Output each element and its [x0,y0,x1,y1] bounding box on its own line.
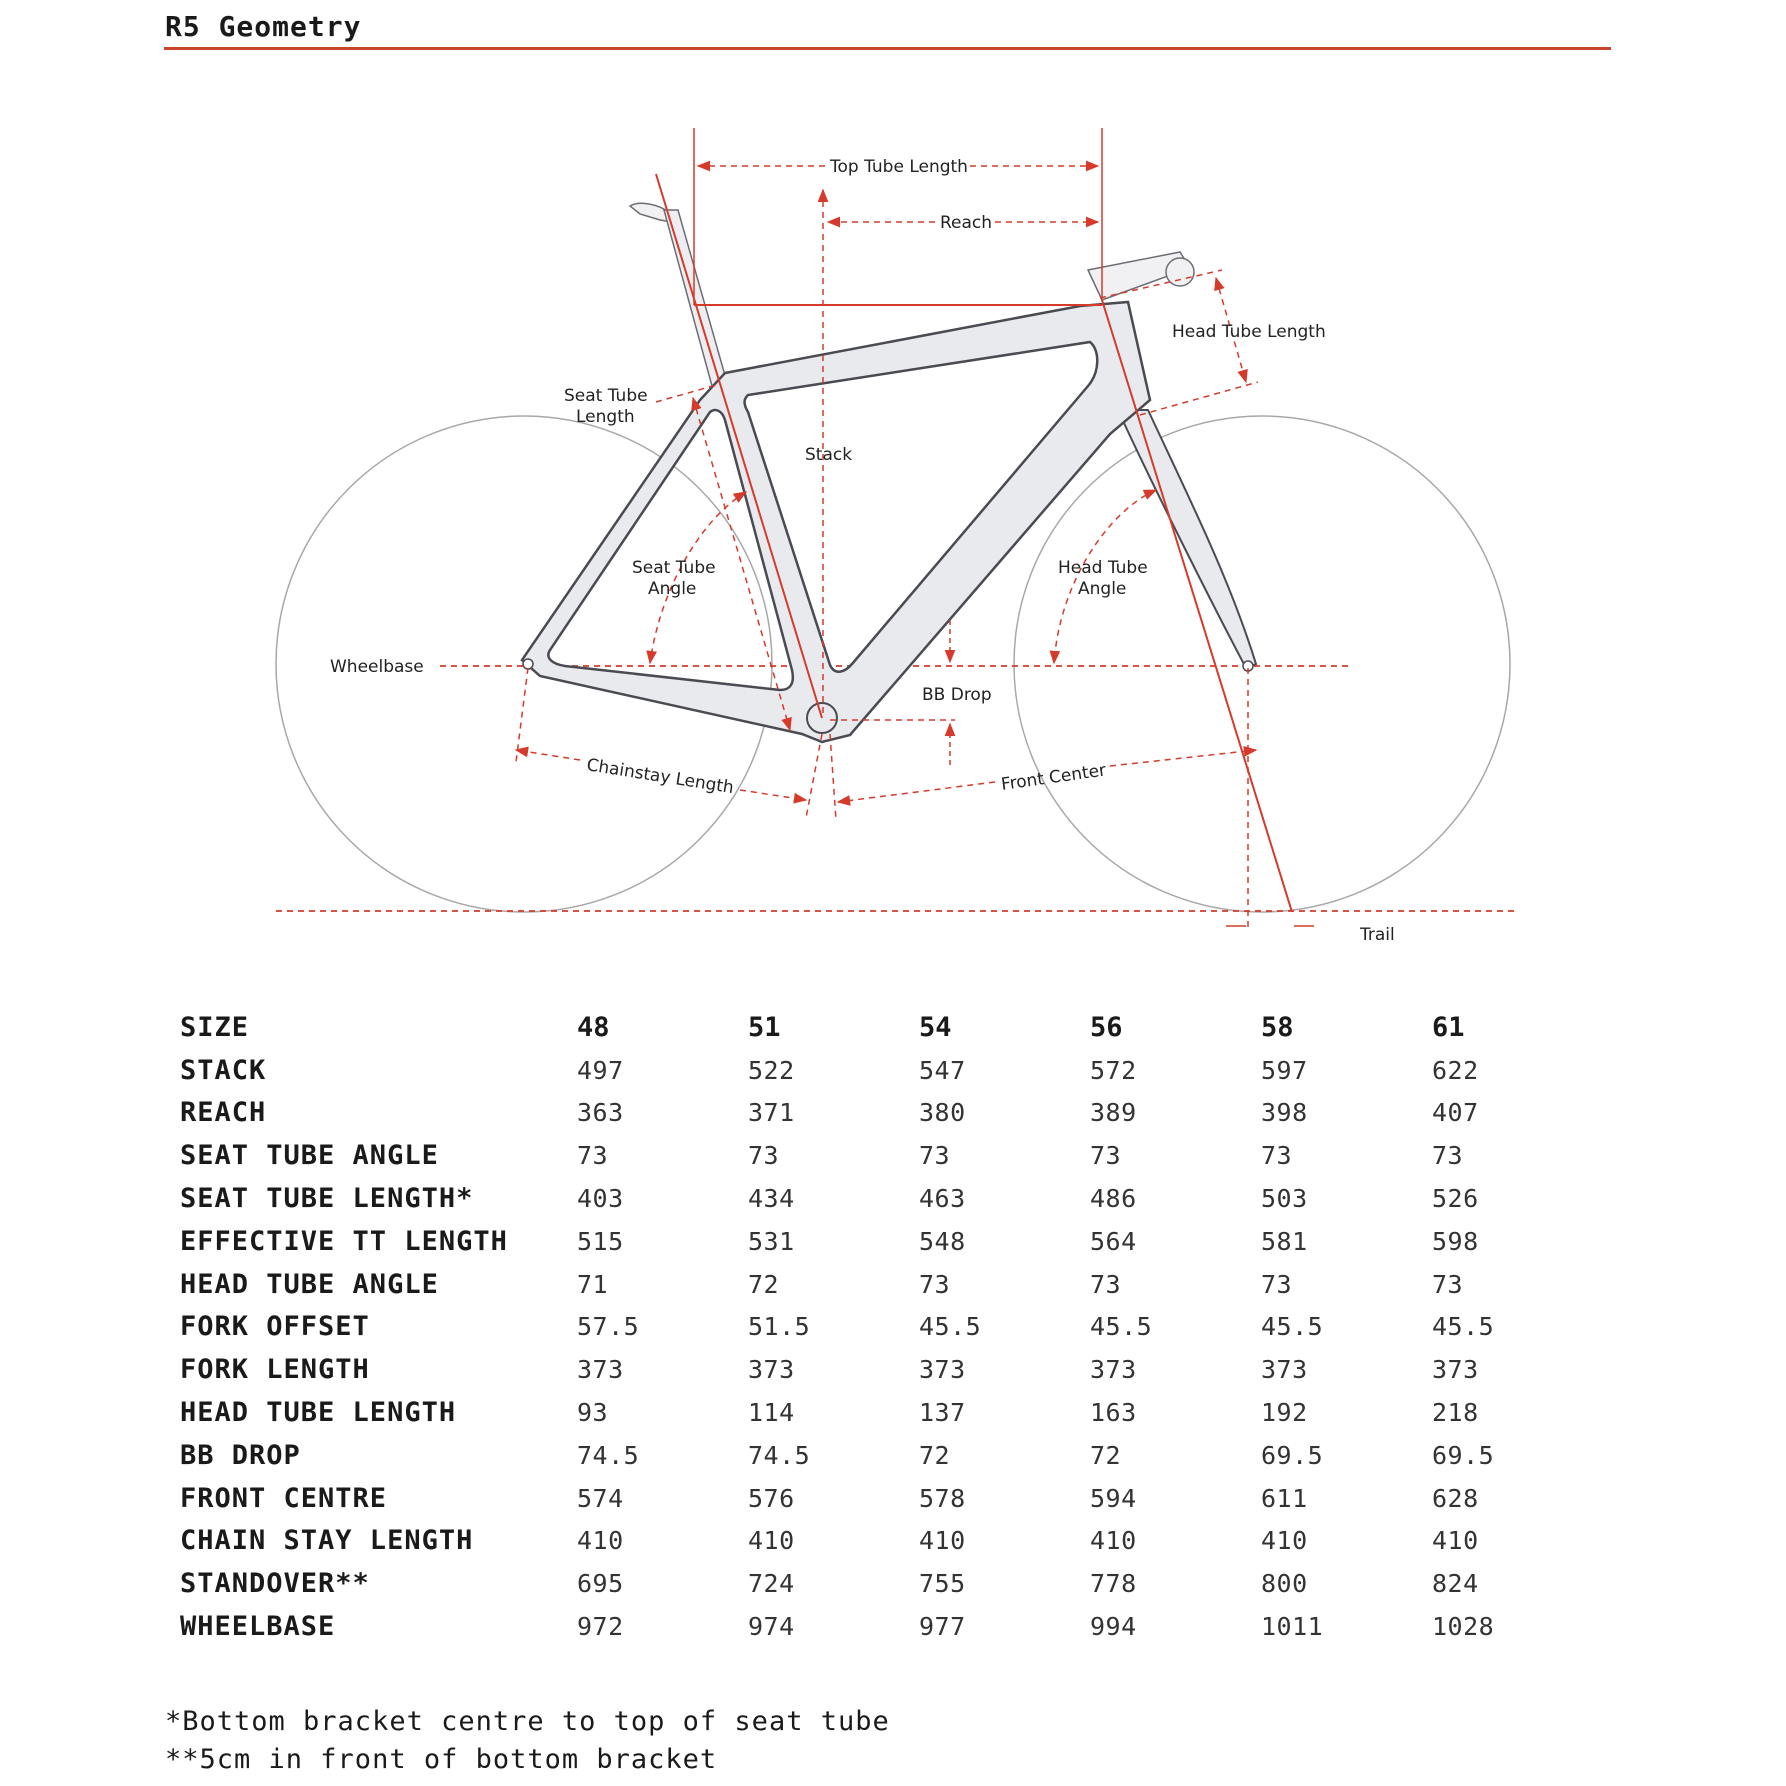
cell-value: 515 [577,1226,624,1256]
table-row [180,1306,1603,1349]
label-seat-tube-length-1: Seat Tube [564,386,648,406]
cell-value: 51.5 [748,1312,811,1342]
cell-value: 373 [748,1355,795,1385]
cell-value: 73 [1261,1141,1293,1171]
handlebar-clamp [1166,258,1194,286]
size-col-54: 54 [919,1011,952,1043]
cell-value: 380 [919,1098,966,1128]
cell-value: 994 [1090,1612,1137,1642]
label-chainstay-length: Chainstay Length [585,755,736,799]
row-label: HEAD TUBE ANGLE [180,1268,439,1300]
cell-value: 597 [1261,1055,1308,1085]
fork [1118,410,1256,668]
cell-value: 410 [748,1526,795,1556]
label-trail: Trail [1360,925,1395,945]
table-row [180,1092,1603,1135]
cell-value: 503 [1261,1184,1308,1214]
table-row [180,1477,1603,1520]
size-col-58: 58 [1261,1011,1294,1043]
cell-value: 71 [577,1269,609,1299]
cell-value: 977 [919,1612,966,1642]
cell-value: 218 [1432,1398,1479,1428]
cell-value: 824 [1432,1569,1479,1599]
cell-value: 373 [1261,1355,1308,1385]
cell-value: 371 [748,1098,795,1128]
cell-value: 163 [1090,1398,1137,1428]
cell-value: 974 [748,1612,795,1642]
cell-value: 531 [748,1226,795,1256]
row-label: REACH [180,1097,267,1129]
table-row [180,1177,1603,1220]
cell-value: 581 [1261,1226,1308,1256]
geometry-table [180,1006,1603,1648]
cell-value: 598 [1432,1226,1479,1256]
cell-value: 74.5 [577,1440,640,1470]
cell-value: 73 [919,1141,951,1171]
cell-value: 373 [919,1355,966,1385]
cell-value: 73 [1090,1141,1122,1171]
cell-value: 576 [748,1483,795,1513]
cell-value: 45.5 [1432,1312,1495,1342]
cell-value: 611 [1261,1483,1308,1513]
cell-value: 192 [1261,1398,1308,1428]
cell-value: 800 [1261,1569,1308,1599]
label-front-center: Front Center [999,760,1108,795]
size-header: SIZE [180,1011,250,1043]
row-label: SEAT TUBE LENGTH* [180,1183,474,1215]
cell-value: 574 [577,1483,624,1513]
cell-value: 69.5 [1432,1440,1495,1470]
size-col-61: 61 [1432,1011,1465,1043]
cell-value: 69.5 [1261,1440,1324,1470]
rear-axle [523,659,533,669]
cell-value: 778 [1090,1569,1137,1599]
page-title: R5 Geometry [165,10,362,43]
head-tube-length-tick-bottom [1140,382,1258,415]
cell-value: 1028 [1432,1612,1495,1642]
row-label: WHEELBASE [180,1611,336,1643]
front-center-arrow-right [1110,750,1256,766]
cell-value: 114 [748,1398,795,1428]
table-row [180,1391,1603,1434]
seatpost [664,210,728,386]
cell-value: 410 [1432,1526,1479,1556]
table-row [180,1263,1603,1306]
cell-value: 548 [919,1226,966,1256]
cell-value: 724 [748,1569,795,1599]
table-row [180,1520,1603,1563]
table-row [180,1562,1603,1605]
front-wheel [1014,416,1510,912]
front-center-arrow-left [838,782,995,802]
cell-value: 73 [1432,1141,1464,1171]
row-label: CHAIN STAY LENGTH [180,1525,474,1557]
cell-value: 72 [1090,1440,1122,1470]
size-col-51: 51 [748,1011,781,1043]
label-seat-tube-angle-2: Angle [648,579,697,599]
cell-value: 622 [1432,1055,1479,1085]
label-top-tube-length: Top Tube Length [830,157,968,177]
cell-value: 73 [577,1141,609,1171]
size-col-48: 48 [577,1011,610,1043]
row-label: BB DROP [180,1439,301,1471]
label-seat-tube-length-2: Length [576,407,635,427]
cell-value: 755 [919,1569,966,1599]
head-tube-axis [1102,300,1292,912]
cell-value: 463 [919,1184,966,1214]
footnotes [165,1703,890,1779]
cell-value: 73 [748,1141,780,1171]
front-center-tick-bb [830,734,836,820]
cell-value: 594 [1090,1483,1137,1513]
row-label: EFFECTIVE TT LENGTH [180,1225,508,1257]
chainstay-tick-rear [516,668,528,762]
table-row [180,1434,1603,1477]
row-label: STANDOVER** [180,1568,370,1600]
cell-value: 389 [1090,1098,1137,1128]
cell-value: 486 [1090,1184,1137,1214]
cell-value: 407 [1432,1098,1479,1128]
cell-value: 972 [577,1612,624,1642]
cell-value: 363 [577,1098,624,1128]
chainstay-tick-bb [806,734,822,818]
cell-value: 410 [1261,1526,1308,1556]
cell-value: 1011 [1261,1612,1324,1642]
cell-value: 564 [1090,1226,1137,1256]
cell-value: 410 [577,1526,624,1556]
cell-value: 93 [577,1398,609,1428]
chainstay-arrow-left [516,750,580,760]
cell-value: 628 [1432,1483,1479,1513]
row-label: FORK LENGTH [180,1354,370,1386]
cell-value: 137 [919,1398,966,1428]
label-head-tube-angle-2: Angle [1078,579,1127,599]
cell-value: 410 [1090,1526,1137,1556]
cell-value: 45.5 [919,1312,982,1342]
label-stack: Stack [805,445,853,465]
cell-value: 373 [577,1355,624,1385]
cell-value: 403 [577,1184,624,1214]
cell-value: 373 [1432,1355,1479,1385]
row-label: HEAD TUBE LENGTH [180,1397,457,1429]
chainstay-arrow-right [740,790,806,800]
label-head-tube-length: Head Tube Length [1172,322,1326,342]
cell-value: 434 [748,1184,795,1214]
cell-value: 73 [1090,1269,1122,1299]
label-head-tube-angle-1: Head Tube [1058,558,1148,578]
row-label: STACK [180,1054,267,1086]
cell-value: 73 [1432,1269,1464,1299]
cell-value: 526 [1432,1184,1479,1214]
cell-value: 45.5 [1261,1312,1324,1342]
cell-value: 45.5 [1090,1312,1153,1342]
cell-value: 72 [748,1269,780,1299]
footnote-2: **5cm in front of bottom bracket [165,1744,718,1775]
cell-value: 57.5 [577,1312,640,1342]
cell-value: 572 [1090,1055,1137,1085]
label-wheelbase: Wheelbase [330,657,424,677]
cell-value: 73 [919,1269,951,1299]
cell-value: 72 [919,1440,951,1470]
table-row [180,1220,1603,1263]
cell-value: 497 [577,1055,624,1085]
table-row [180,1049,1603,1092]
cell-value: 547 [919,1055,966,1085]
row-label: FRONT CENTRE [180,1482,388,1514]
cell-value: 410 [919,1526,966,1556]
table-row [180,1348,1603,1391]
cell-value: 74.5 [748,1440,811,1470]
row-label: FORK OFFSET [180,1311,370,1343]
size-col-56: 56 [1090,1011,1123,1043]
label-seat-tube-angle-1: Seat Tube [632,558,716,578]
cell-value: 73 [1261,1269,1293,1299]
cell-value: 373 [1090,1355,1137,1385]
cell-value: 578 [919,1483,966,1513]
cell-value: 522 [748,1055,795,1085]
frame [522,302,1150,742]
cell-value: 398 [1261,1098,1308,1128]
footnote-1: *Bottom bracket centre to top of seat tube [165,1706,890,1737]
table-row [180,1134,1603,1177]
table-row [180,1605,1603,1648]
label-reach: Reach [940,213,993,233]
table-header-row [180,1006,1603,1049]
table-body [180,1049,1603,1648]
label-bb-drop: BB Drop [922,685,992,705]
row-label: SEAT TUBE ANGLE [180,1140,439,1172]
cell-value: 695 [577,1569,624,1599]
